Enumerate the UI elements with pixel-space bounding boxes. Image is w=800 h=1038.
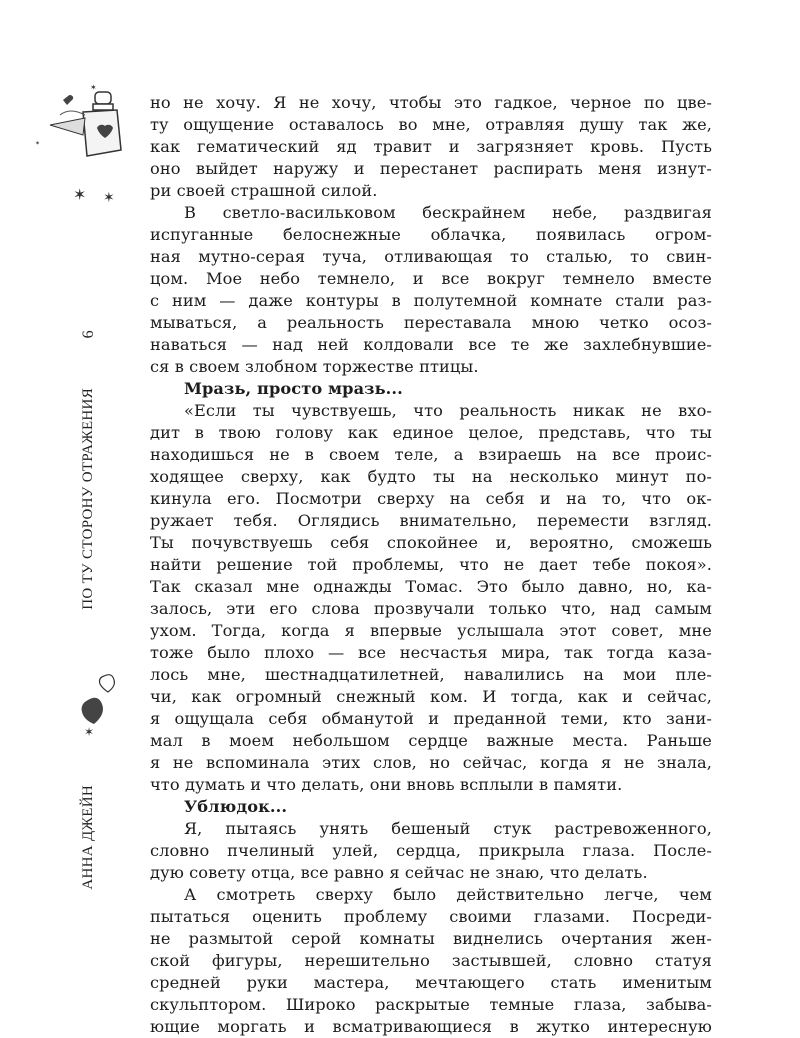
text-line: мываться, а реальность переставала мною четко осоз- [150,313,712,332]
text-line: кинула его. Посмотри сверху на себя и на то, что ок- [150,489,712,508]
outline-heart-icon [100,675,115,692]
text-line: дую совету отца, все равно я сейчас не знаю, что делать. [150,863,648,882]
text-line: скульптором. Широко раскрытые темные глаза, забыва- [150,995,712,1014]
text-line: «Если ты чувствуешь, что реальность никак не вхо- [184,401,712,420]
text-line: ухом. Тогда, когда я впервые услышала этот совет, мне [150,621,712,640]
text-line: ружает тебя. Оглядись внимательно, перемести взгляд. [150,511,712,530]
text-line: не размытой серой комнаты виднелись очертания жен- [150,929,712,948]
svg-text:✶: ✶ [90,83,97,92]
text-line: мал в моем небольшом сердце важные места. Раньше [150,731,712,750]
text-line: средней руки мастера, мечтающего стать именитым [150,973,712,992]
section-heading-line: Ублюдок... [184,797,288,816]
text-line: В светло-васильковом бескрайнем небе, раздвигая [184,203,712,222]
text-line: оно выйдет наружу и перестанет распирать меня изнут- [150,159,712,178]
bottle-icon [50,92,121,156]
text-line: дит в твою голову как единое целое, представь, что ты [150,423,712,442]
text-line: пытаться оценить проблему своими глазами. Посреди- [150,907,712,926]
heart-icon [63,95,73,105]
text-line: ся в своем злобном торжестве птицы. [150,357,479,376]
body-text [150,92,712,1038]
svg-text:✶: ✶ [103,190,115,206]
page-number: 6 [80,330,97,339]
section-heading-line: Мразь, просто мразь... [184,379,403,398]
text-line: Так сказал мне однажды Томас. Это было давно, но, ка- [150,577,712,596]
text-line: залось, эти его слова прозвучали только что, над самым [150,599,712,618]
text-line: А смотреть сверху было действительно легче, чем [184,885,712,904]
text-line: чи, как огромный снежный ком. И тогда, как и сейчас, [150,687,712,706]
text-line: но не хочу. Я не хочу, чтобы это гадкое, черное по цве- [150,93,712,112]
star-icon [84,725,94,739]
perfume-bottle-illustration [25,80,125,234]
svg-text:✶: ✶ [84,725,95,739]
text-line: как гематический яд травит и загрязняет кровь. Пусть [150,137,712,156]
author-name: АННА ДЖЕЙН [80,785,96,890]
text-line: я ощущала себя обманутой и преданной теми, кто зани- [150,709,712,728]
text-line: что думать и что делать, они вновь всплыли в памяти. [150,775,623,794]
text-line: тоже было плохо — все несчастья мира, так тогда каза- [150,643,712,662]
hearts-ornament [76,670,120,744]
text-line: лось мне, шестнадцатилетней, навалились на мои пле- [150,665,712,684]
text-line: словно пчелиный улей, сердца, прикрыла глаза. После- [150,841,712,860]
text-line: ри своей страшной силой. [150,181,378,200]
text-line: Я, пытаясь унять бешеный стук растревоженного, [184,819,712,838]
svg-text:✶: ✶ [73,185,87,204]
text-line: испуганные белоснежные облачка, появилась огром- [150,225,712,244]
text-line: наваться — над ней колдовали все те же захлебнувшие- [150,335,712,354]
book-title: ПО ТУ СТОРОНУ ОТРАЖЕНИЯ [80,388,96,610]
text-line: ходящее сверху, как будто ты на несколько минут по- [150,467,712,486]
running-head [80,330,110,910]
text-line: я не вспоминала этих слов, но сейчас, когда я не знала, [150,753,712,772]
text-line: цом. Мое небо темнело, и все вокруг темнело вместе [150,269,712,288]
text-line: ющие моргать и всматривающиеся в жутко интересную [150,1017,712,1036]
text-line: ту ощущение оставалось во мне, отравляя душу так же, [150,115,712,134]
text-line: ской фигуры, нерешительно застывшей, словно статуя [150,951,712,970]
text-line: ная мутно-серая туча, отливающая то сталью, то свин- [150,247,712,266]
text-line: с ним — даже контуры в полутемной комнате стали раз- [150,291,712,310]
svg-text:✶: ✶ [35,140,41,147]
filled-heart-icon [82,698,103,724]
text-line: Ты почувствуешь себя спокойнее и, вероятно, сможешь [150,533,712,552]
text-line: находишься не в своем теле, а взираешь на все проис- [150,445,712,464]
text-line: найти решение той проблемы, что не дает тебе покоя». [150,555,712,574]
